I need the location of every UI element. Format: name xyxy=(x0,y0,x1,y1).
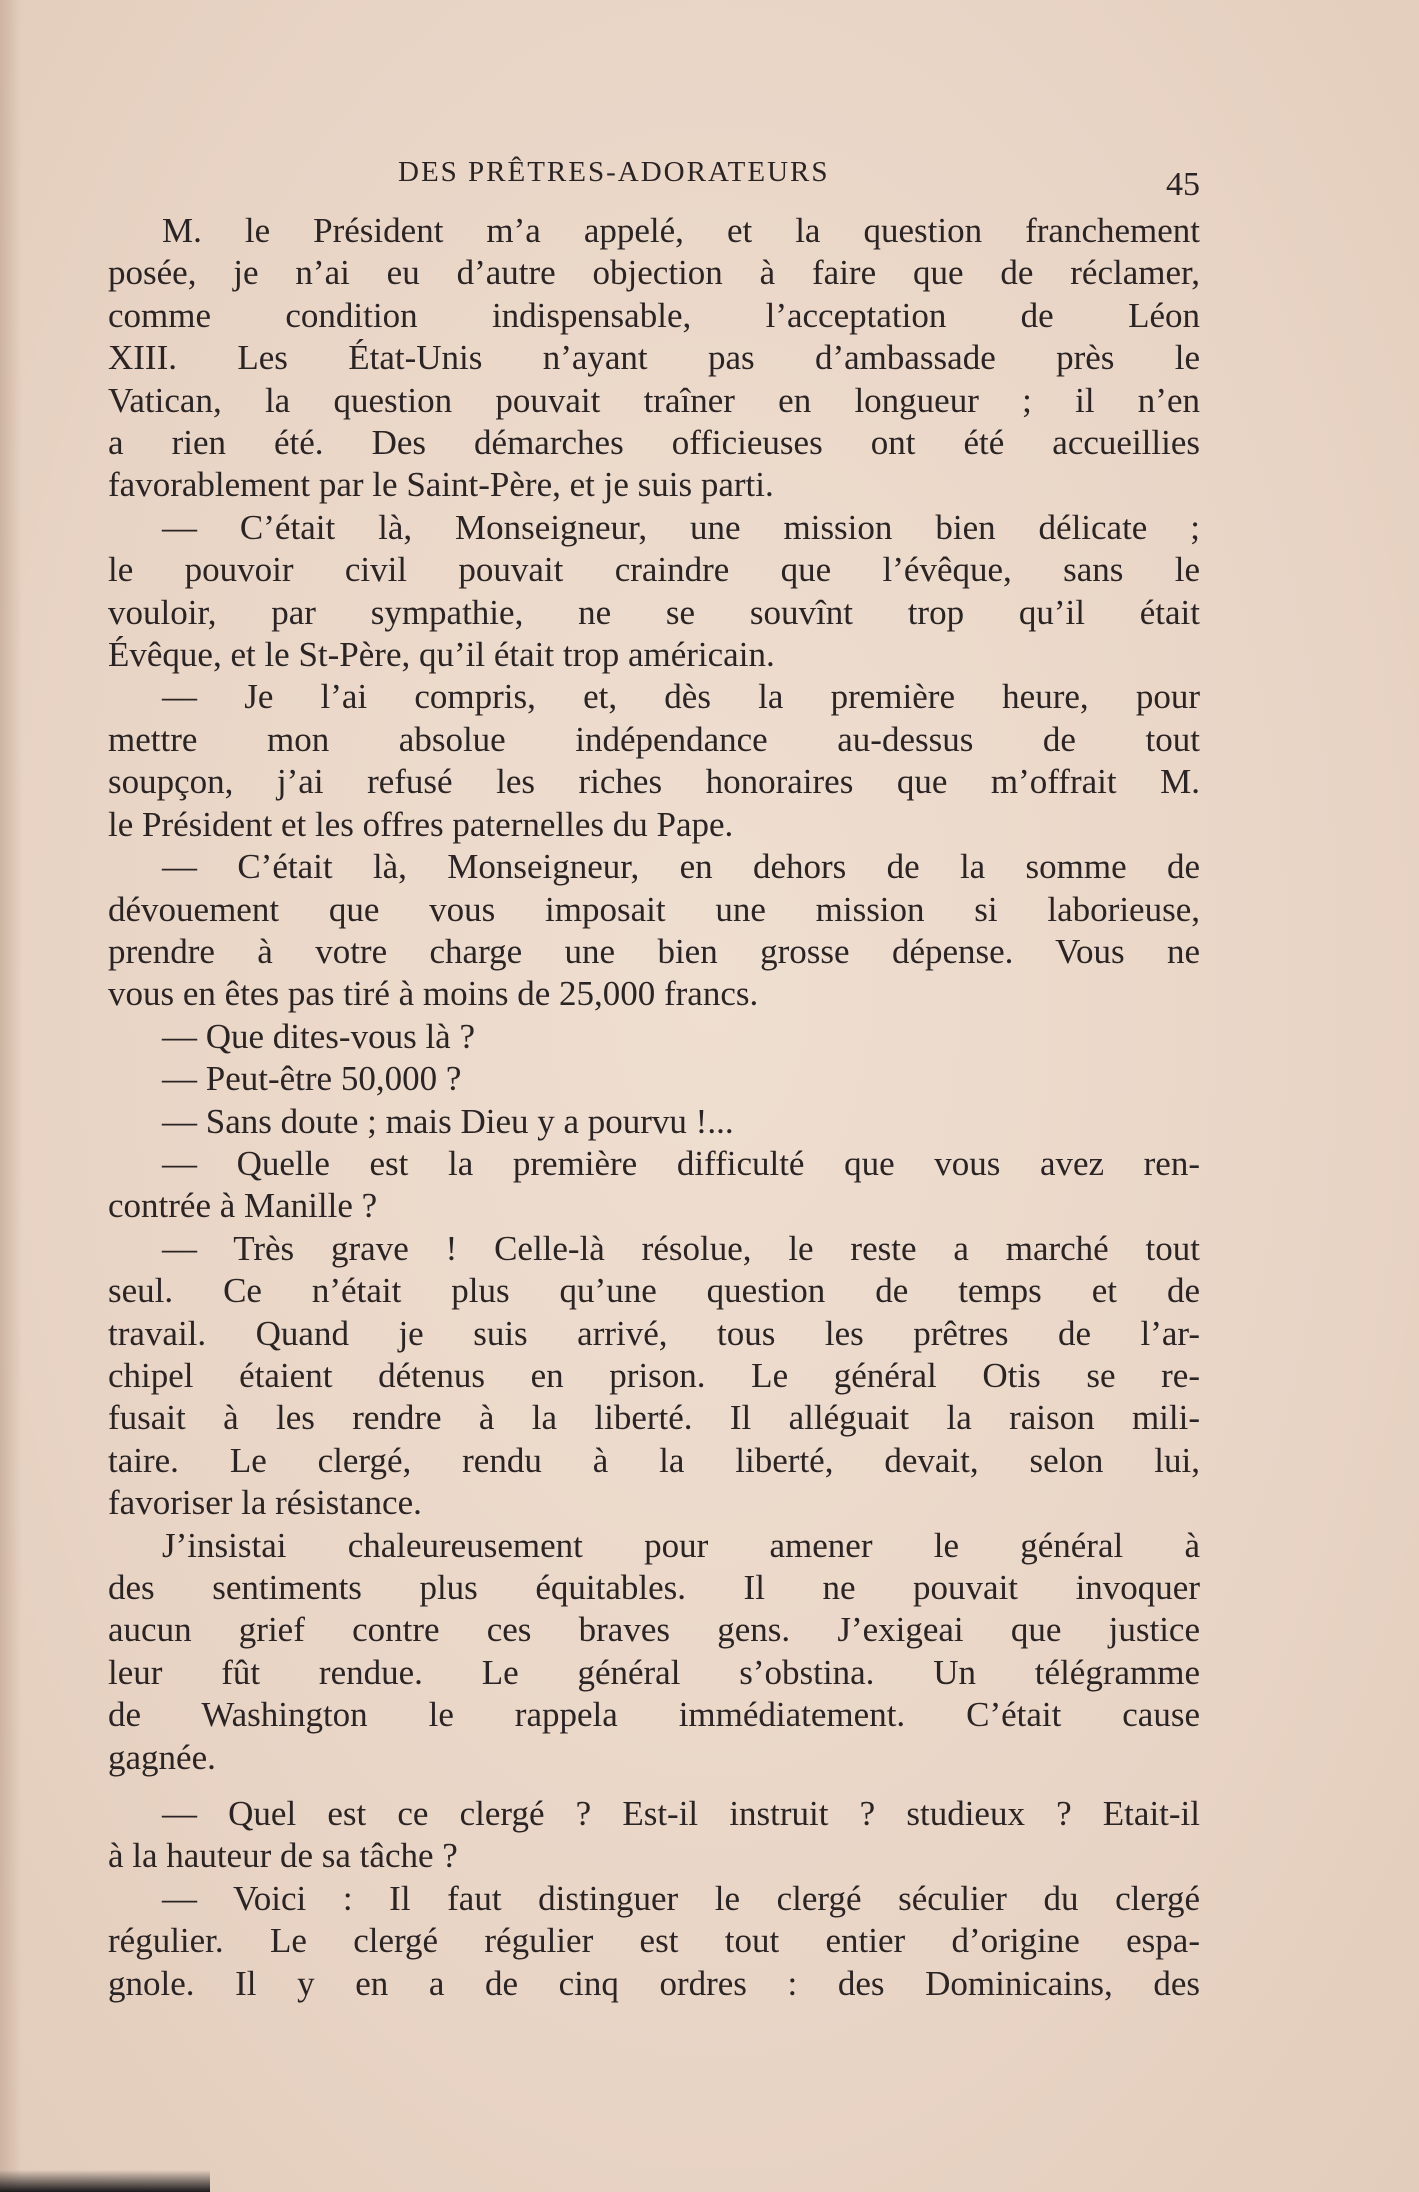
text-line: Évêque, et le St-Père, qu’il était trop américain. xyxy=(108,635,775,675)
text-line: fusait à les rendre à la liberté. Il alléguait la raison mili- xyxy=(108,1398,1200,1438)
text-line: seul. Ce n’était plus qu’une question de temps et de xyxy=(108,1271,1200,1311)
text-line: aucun grief contre ces braves gens. J’exigeai que justice xyxy=(108,1610,1200,1650)
text-line: soupçon, j’ai refusé les riches honoraires que m’offrait M. xyxy=(108,762,1200,802)
text-line: XIII. Les État-Unis n’ayant pas d’ambassade près le xyxy=(108,338,1200,378)
text-line: gnole. Il y en a de cinq ordres : des Dominicains, des xyxy=(108,1963,1200,2003)
text-line: régulier. Le clergé régulier est tout entier d’origine espa- xyxy=(108,1921,1200,1961)
text-line: — C’était là, Monseigneur, une mission bien délicate ; xyxy=(162,507,1200,547)
paragraph-gap xyxy=(108,1779,1200,1793)
text-line: travail. Quand je suis arrivé, tous les prêtres de l’ar- xyxy=(108,1313,1200,1353)
text-line: vouloir, par sympathie, ne se souvînt trop qu’il était xyxy=(108,592,1200,632)
text-line: gagnée. xyxy=(108,1737,216,1777)
text-line: — Je l’ai compris, et, dès la première heure, pour xyxy=(162,677,1200,717)
text-line: posée, je n’ai eu d’autre objection à faire que de réclamer, xyxy=(108,253,1200,293)
text-line: — Quelle est la première difficulté que vous avez ren- xyxy=(162,1143,1200,1183)
text-line: J’insistai chaleureusement pour amener le général à xyxy=(162,1525,1200,1565)
text-line: taire. Le clergé, rendu à la liberté, devait, selon lui, xyxy=(108,1440,1200,1480)
text-line: de Washington le rappela immédiatement. C’était cause xyxy=(108,1695,1200,1735)
text-line: favorablement par le Saint-Père, et je suis parti. xyxy=(108,465,774,505)
text-line: vous en êtes pas tiré à moins de 25,000 francs. xyxy=(108,974,759,1014)
text-line: prendre à votre charge une bien grosse dépense. Vous ne xyxy=(108,931,1200,971)
text-line: chipel étaient détenus en prison. Le général Otis se re- xyxy=(108,1355,1200,1395)
text-line: favoriser la résistance. xyxy=(108,1483,422,1523)
text-line: — Peut-être 50,000 ? xyxy=(162,1059,462,1099)
text-line: — Que dites-vous là ? xyxy=(162,1016,475,1056)
text-line: le pouvoir civil pouvait craindre que l’évêque, sans le xyxy=(108,550,1200,590)
page-header xyxy=(108,150,1200,203)
text-line: — Quel est ce clergé ? Est-il instruit ? studieux ? Etait-il xyxy=(162,1794,1200,1834)
text-line: — Sans doute ; mais Dieu y a pourvu !... xyxy=(162,1101,734,1141)
text-line: M. le Président m’a appelé, et la question franchement xyxy=(162,211,1200,250)
spine-shadow xyxy=(0,0,22,2192)
text-line: contrée à Manille ? xyxy=(108,1186,378,1226)
text-line: comme condition indispensable, l’acceptation de Léon xyxy=(108,295,1200,335)
text-line: — Très grave ! Celle-là résolue, le reste a marché tout xyxy=(162,1228,1200,1268)
text-line: mettre mon absolue indépendance au-dessus de tout xyxy=(108,719,1200,759)
text-line: le Président et les offres paternelles du Pape. xyxy=(108,804,734,844)
text-line: — C’était là, Monseigneur, en dehors de la somme de xyxy=(162,847,1200,887)
page-bottom-edge xyxy=(0,2170,210,2192)
text-line: a rien été. Des démarches officieuses ont été accueillies xyxy=(108,423,1200,463)
text-line: leur fût rendue. Le général s’obstina. Un télégramme xyxy=(108,1652,1200,1692)
text-line: — Voici : Il faut distinguer le clergé séculier du clergé xyxy=(162,1878,1200,1918)
body-text xyxy=(108,210,1200,2005)
text-line: à la hauteur de sa tâche ? xyxy=(108,1836,458,1876)
text-line: dévouement que vous imposait une mission si laborieuse, xyxy=(108,889,1200,929)
text-line: Vatican, la question pouvait traîner en longueur ; il n’en xyxy=(108,380,1200,420)
page-number: 45 xyxy=(1166,166,1200,203)
running-head: DES PRÊTRES-ADORATEURS xyxy=(398,156,830,188)
text-line: des sentiments plus équitables. Il ne pouvait invoquer xyxy=(108,1568,1200,1607)
